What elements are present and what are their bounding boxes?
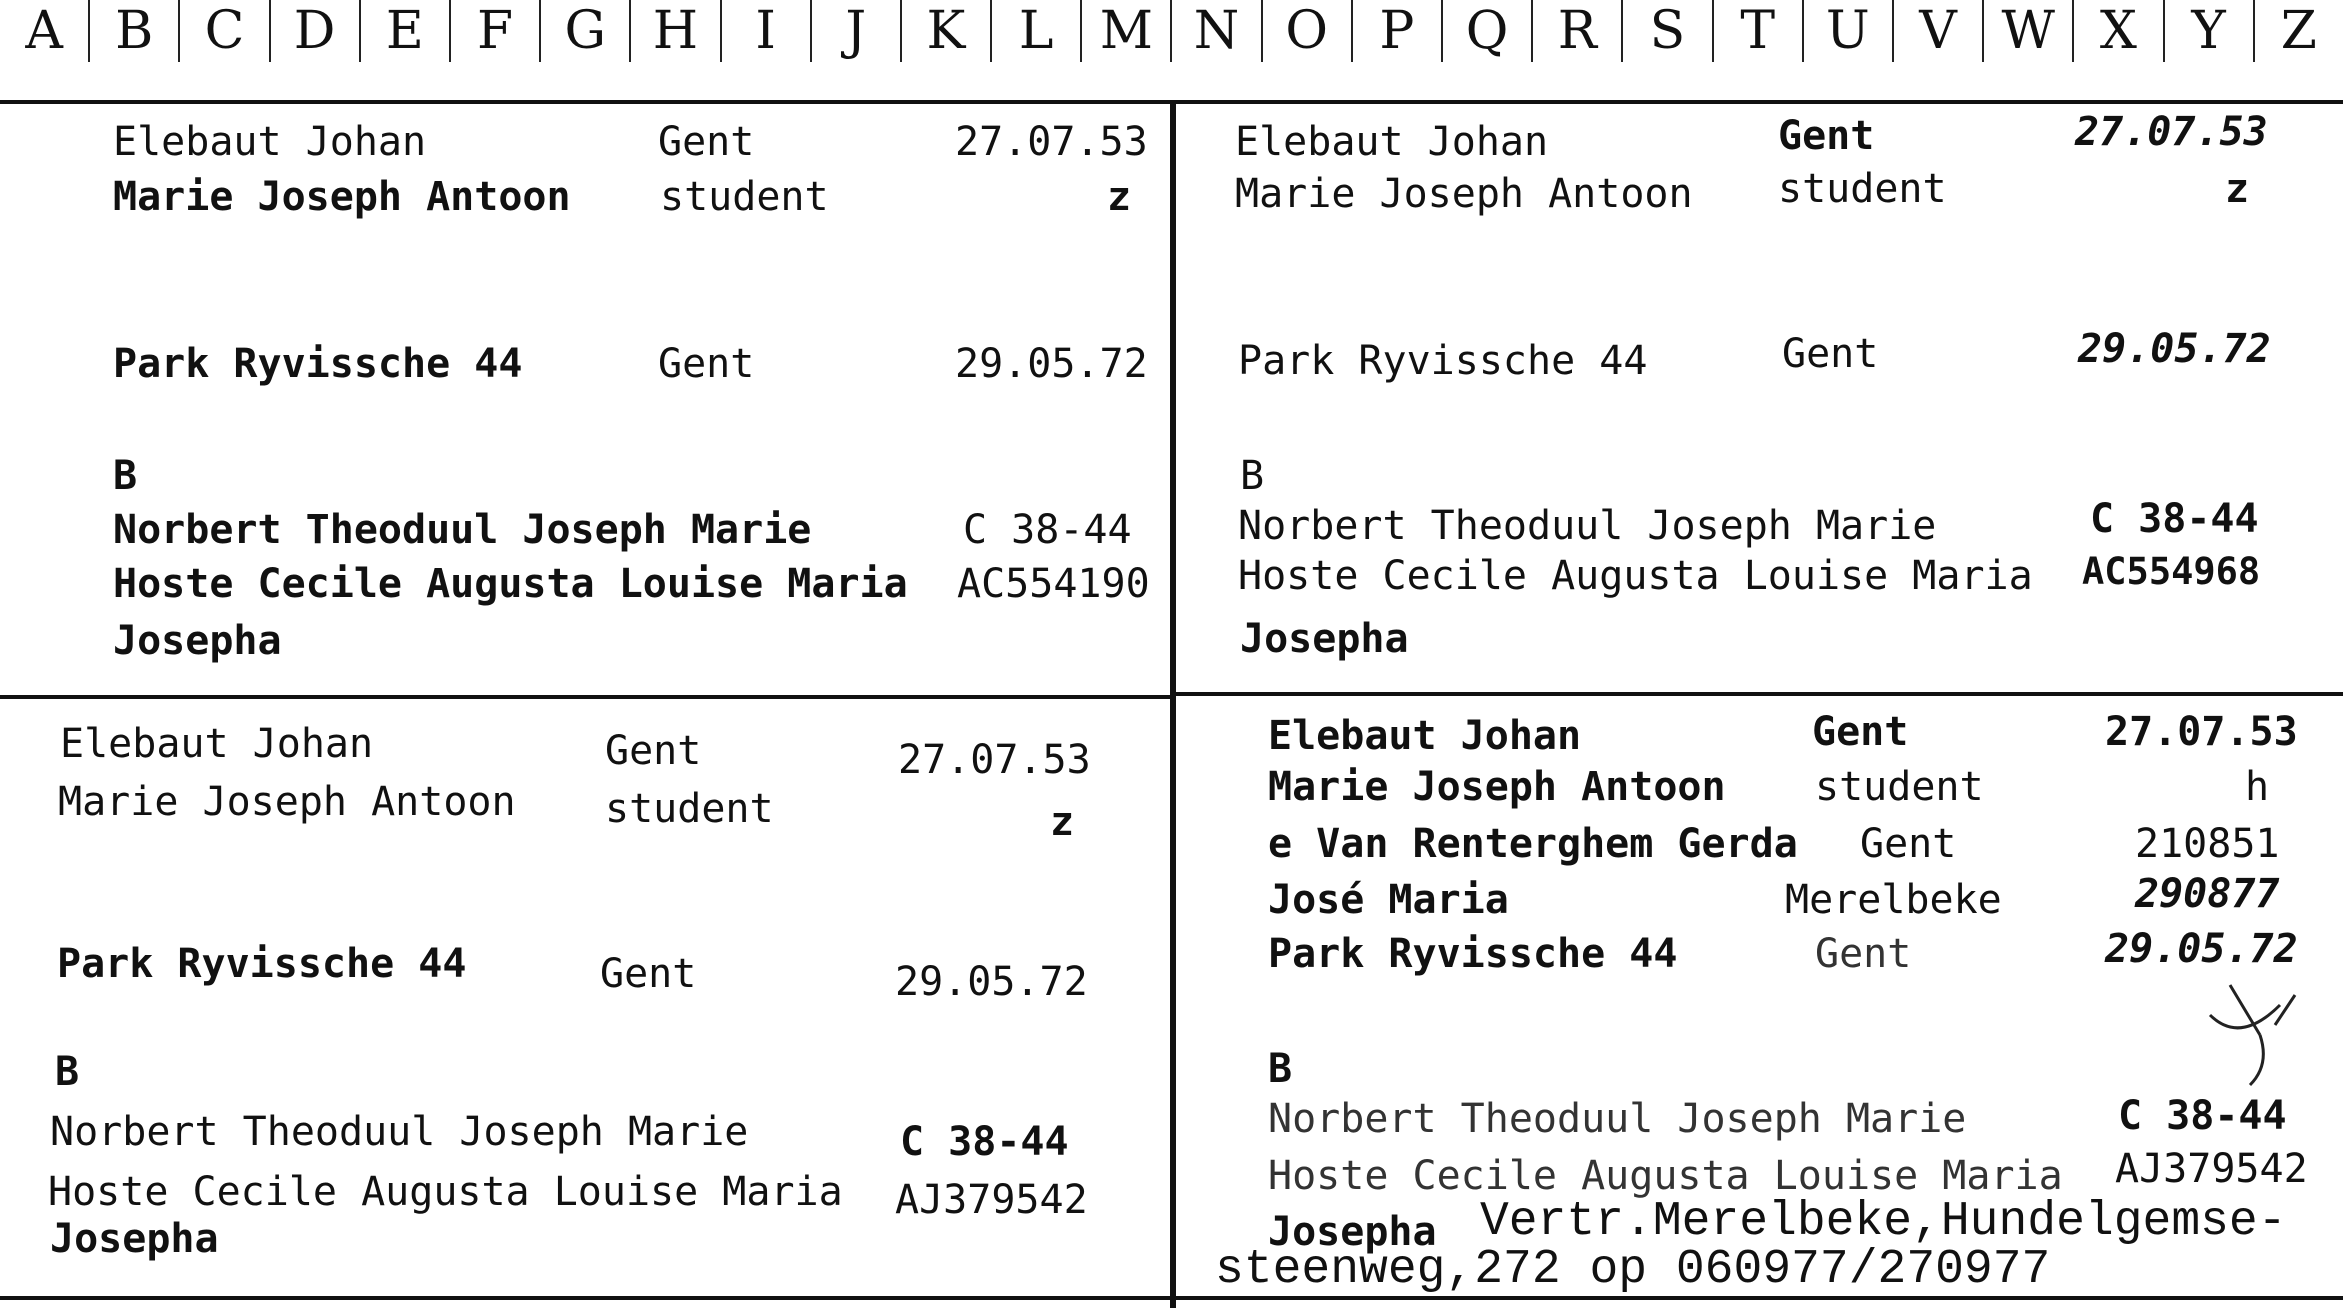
card-mother: Hoste Cecile Augusta Louise Maria bbox=[1268, 1153, 2063, 1199]
index-letter-k: K bbox=[902, 0, 992, 62]
card-section-letter: B bbox=[1240, 453, 1265, 499]
index-letter-y: Y bbox=[2165, 0, 2255, 62]
registration-stamp-cont bbox=[1215, 1243, 2050, 1297]
card-occupation: student bbox=[660, 174, 829, 220]
card-mother-cont: Josepha bbox=[50, 1216, 219, 1262]
index-letter-n: N bbox=[1172, 0, 1262, 62]
index-letter-u: U bbox=[1804, 0, 1894, 62]
card-section-letter: B bbox=[55, 1049, 80, 1095]
index-letter-i: I bbox=[722, 0, 812, 62]
card-occupation: student bbox=[1815, 764, 1984, 810]
card-father: Norbert Theoduul Joseph Marie bbox=[50, 1109, 749, 1155]
index-letter-s: S bbox=[1623, 0, 1713, 62]
index-letter-a: A bbox=[0, 0, 90, 62]
card-name-line: Elebaut Johan bbox=[60, 721, 374, 767]
card-spouse-names: José Maria bbox=[1268, 877, 1509, 923]
column-divider bbox=[1170, 100, 1176, 1308]
card-code: h bbox=[2245, 764, 2270, 810]
card-reference: C 38-44 bbox=[2118, 1093, 2287, 1139]
card-father: Norbert Theoduul Joseph Marie bbox=[113, 507, 812, 553]
card-spouse-date: 290877 bbox=[2135, 871, 2280, 917]
card-place: Gent bbox=[658, 119, 755, 165]
card-reference: C 38-44 bbox=[963, 507, 1132, 553]
stamp-line-1: Vertr.Merelbeke,Hundelgemse- bbox=[1480, 1195, 2287, 1249]
card-mother: Hoste Cecile Augusta Louise Maria bbox=[48, 1169, 843, 1215]
card-code: z bbox=[1050, 799, 1075, 845]
card-id-number: AC554968 bbox=[2082, 550, 2261, 593]
card-address-date: 29.05.72 bbox=[955, 341, 1148, 387]
card-mother: Hoste Cecile Augusta Louise Maria bbox=[113, 561, 908, 607]
card-address-date: 29.05.72 bbox=[2105, 926, 2298, 972]
card-given-names: Marie Joseph Antoon bbox=[1268, 764, 1726, 810]
index-letter-c: C bbox=[180, 0, 270, 62]
index-letter-f: F bbox=[451, 0, 541, 62]
index-letter-h: H bbox=[631, 0, 721, 62]
card-mother: Hoste Cecile Augusta Louise Maria bbox=[1238, 553, 2033, 599]
registration-stamp bbox=[1480, 1195, 2287, 1249]
card-address: Park Ryvissche 44 bbox=[1238, 338, 1648, 384]
card-father: Norbert Theoduul Joseph Marie bbox=[1268, 1096, 1967, 1142]
card-address: Park Ryvissche 44 bbox=[57, 941, 467, 987]
card-name-line: Elebaut Johan bbox=[1235, 119, 1549, 165]
card-date: 27.07.53 bbox=[955, 119, 1148, 165]
index-letter-x: X bbox=[2074, 0, 2164, 62]
index-letter-l: L bbox=[992, 0, 1082, 62]
row-divider-left bbox=[0, 695, 1172, 699]
index-letter-z: Z bbox=[2280, 1, 2317, 61]
bottom-rule-left bbox=[0, 1296, 1172, 1300]
card-marriage-date: 210851 bbox=[2135, 821, 2280, 867]
index-letter-p: P bbox=[1353, 0, 1443, 62]
card-address-city: Gent bbox=[600, 951, 697, 997]
stamp-line-2: steenweg,272 op 060977/270977 bbox=[1215, 1243, 2051, 1297]
index-letter-q: Q bbox=[1443, 0, 1533, 62]
row-divider-right bbox=[1176, 692, 2343, 696]
index-letter-e: E bbox=[361, 0, 451, 62]
index-letter-v: V bbox=[1894, 0, 1984, 62]
index-letter-d: D bbox=[271, 0, 361, 62]
card-mother-cont: Josepha bbox=[1268, 1209, 1437, 1255]
card-address: Park Ryvissche 44 bbox=[1268, 931, 1678, 977]
card-given-names: Marie Joseph Antoon bbox=[1235, 171, 1693, 217]
index-letter-m: M bbox=[1082, 0, 1172, 62]
card-code: z bbox=[1107, 174, 1132, 220]
card-section-letter: B bbox=[1268, 1046, 1293, 1092]
card-given-names: Marie Joseph Antoon bbox=[113, 174, 571, 220]
card-occupation: student bbox=[1778, 166, 1947, 212]
card-code: z bbox=[2225, 166, 2250, 212]
card-mother-cont: Josepha bbox=[113, 618, 282, 664]
card-id-number: AJ379542 bbox=[895, 1177, 1088, 1223]
card-occupation: student bbox=[605, 786, 774, 832]
card-date: 27.07.53 bbox=[898, 737, 1091, 783]
card-place: Gent bbox=[605, 728, 702, 774]
card-address-city: Gent bbox=[1782, 331, 1879, 377]
index-letter-g: G bbox=[541, 0, 631, 62]
card-address-date: 29.05.72 bbox=[2078, 326, 2271, 372]
card-date: 27.07.53 bbox=[2105, 709, 2298, 755]
card-section-letter: B bbox=[113, 453, 138, 499]
card-name-line: Elebaut Johan bbox=[1268, 713, 1582, 759]
card-date: 27.07.53 bbox=[2075, 109, 2268, 155]
card-place: Gent bbox=[1812, 709, 1909, 755]
index-letter-t: T bbox=[1714, 0, 1804, 62]
card-place: Gent bbox=[1778, 113, 1875, 159]
card-spouse: e Van Renterghem Gerda bbox=[1268, 821, 1798, 867]
index-letter-r: R bbox=[1533, 0, 1623, 62]
card-spouse-city: Merelbeke bbox=[1785, 877, 2002, 923]
card-reference: C 38-44 bbox=[2090, 496, 2259, 542]
card-reference: C 38-44 bbox=[900, 1119, 1069, 1165]
card-given-names: Marie Joseph Antoon bbox=[58, 779, 516, 825]
card-address: Park Ryvissche 44 bbox=[113, 341, 523, 387]
card-id-number: AJ379542 bbox=[2115, 1146, 2308, 1192]
alphabet-index-bar bbox=[0, 0, 2343, 62]
index-letter-w: W bbox=[1984, 0, 2074, 62]
index-letter-o: O bbox=[1263, 0, 1353, 62]
index-letter-j: J bbox=[812, 0, 902, 62]
card-id-number: AC554190 bbox=[957, 561, 1150, 607]
card-name-line: Elebaut Johan bbox=[113, 119, 427, 165]
card-address-city: Gent bbox=[658, 341, 755, 387]
card-father: Norbert Theoduul Joseph Marie bbox=[1238, 503, 1937, 549]
card-address-city: Gent bbox=[1815, 931, 1912, 977]
card-address-date: 29.05.72 bbox=[895, 959, 1088, 1005]
card-mother-cont: Josepha bbox=[1240, 616, 1409, 662]
card-spouse-place: Gent bbox=[1860, 821, 1957, 867]
index-letter-b: B bbox=[90, 0, 180, 62]
handwritten-mark bbox=[2200, 975, 2310, 1095]
